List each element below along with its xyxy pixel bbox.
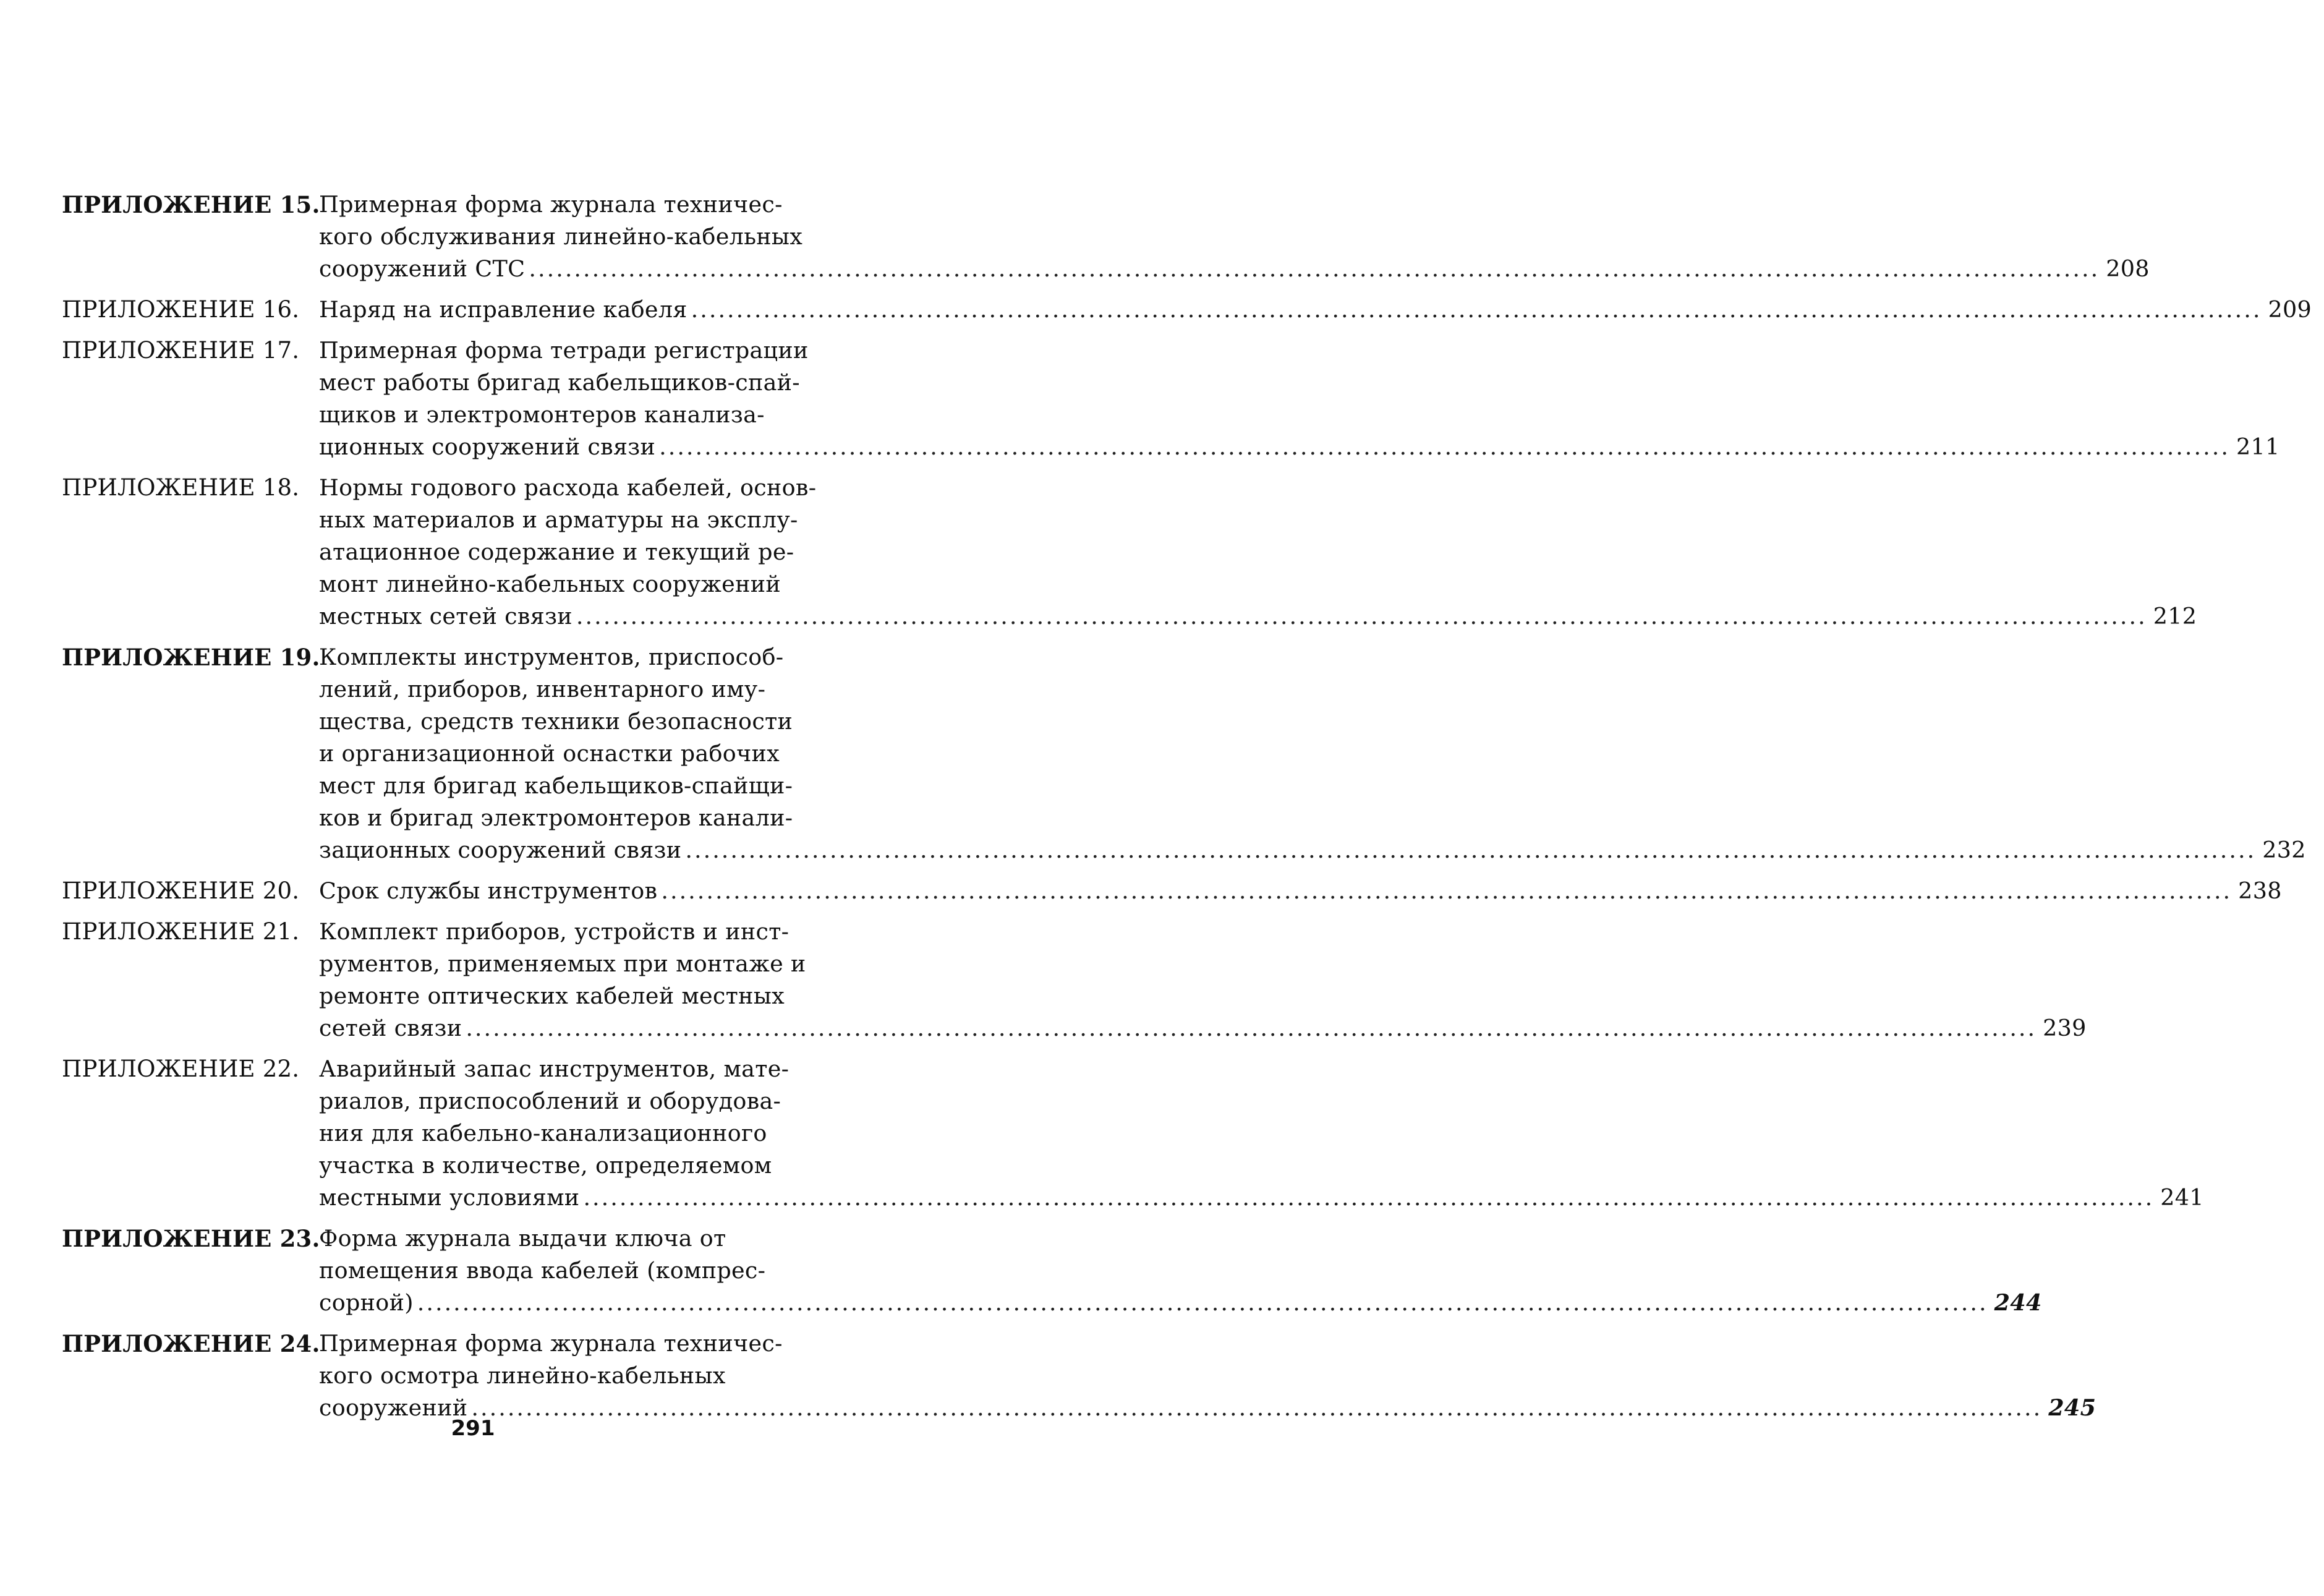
entry-label: ПРИЛОЖЕНИЕ 22. [62,1056,300,1082]
entry-line: риалов, приспособлений и оборудова- [319,1088,781,1114]
dot-leader [691,294,2262,326]
entry-content [315,189,2162,285]
entry-page-number: 232 [2262,837,2306,863]
entry-last-line [319,294,2324,326]
entry-line: Комплект приборов, устройств и инст- [319,918,790,945]
dot-leader [583,1182,2154,1214]
toc-entry-23 [62,1223,2042,1319]
page-footer-number: 291 [451,1416,495,1441]
entry-line: Комплекты инструментов, приспособ- [319,644,784,670]
entry-page-number: 239 [2043,1015,2087,1041]
toc-entry-16 [62,294,2312,326]
entry-content [315,335,2292,463]
entry-label: ПРИЛОЖЕНИЕ 15. [62,191,320,218]
entry-page-number: 238 [2238,877,2282,904]
entry-last-text: сорной) [319,1289,414,1316]
entry-content [315,916,2099,1044]
entry-line: мест для бригад кабельщиков-спайщи- [319,772,793,799]
entry-label: ПРИЛОЖЕНИЕ 23. [62,1225,320,1252]
toc-entry-18 [62,472,2197,633]
entry-line: ния для кабельно-канализационного [319,1120,767,1146]
entry-line: щиков и электромонтеров канализа- [319,401,765,428]
entry-last-text: сетей связи [319,1015,462,1041]
dot-leader [576,600,2147,633]
entry-last-text: местными условиями [319,1184,580,1211]
entry-line: Примерная форма тетради регистрации [319,337,809,364]
entry-last-line [319,1182,2216,1214]
entry-line: ков и бригад электромонтеров канали- [319,804,793,831]
entry-line: ремонте оптических кабелей местных [319,983,785,1009]
entry-line: Примерная форма журнала техничес- [319,191,783,218]
entry-label: ПРИЛОЖЕНИЕ 24. [62,1330,320,1357]
entry-line: Аварийный запас инструментов, мате- [319,1056,790,1082]
entry-content [315,1053,2216,1214]
toc-entry-19 [62,641,2306,866]
entry-line: мест работы бригад кабельщиков-спай- [319,369,800,396]
toc-entry-15 [62,189,2150,285]
entry-last-line [319,600,2209,633]
entry-last-text: Срок службы инструментов [319,877,658,904]
entry-page-number: 209 [2268,296,2312,323]
entry-content [315,294,2324,326]
entry-label: ПРИЛОЖЕНИЕ 18. [62,474,300,501]
entry-last-line [319,834,2318,866]
entry-line: Форма журнала выдачи ключа от [319,1225,726,1252]
entry-last-text: зационных сооружений связи [319,837,682,863]
entry-last-line [319,253,2162,285]
dot-leader [466,1012,2037,1044]
entry-label: ПРИЛОЖЕНИЕ 20. [62,877,300,904]
entry-page-number: 244 [1994,1289,2042,1316]
entry-line: и организационной оснастки рабочих [319,740,780,767]
entry-content [315,641,2318,866]
toc-entry-21 [62,916,2087,1044]
entry-label: ПРИЛОЖЕНИЕ 21. [62,918,300,945]
entry-page-number: 245 [2048,1394,2096,1421]
entry-line: Нормы годового расхода кабелей, основ- [319,474,817,501]
toc-entry-20 [62,875,2282,907]
entry-line: помещения ввода кабелей (компрес- [319,1257,766,1284]
entry-last-text: местных сетей связи [319,603,572,629]
entry-content [315,875,2294,907]
entry-last-text: сооружений СТС [319,255,526,282]
entry-line: кого обслуживания линейно-кабельных [319,223,803,250]
entry-line: участка в количестве, определяемом [319,1152,772,1179]
table-of-contents [62,189,2312,1433]
entry-line: кого осмотра линейно-кабельных [319,1362,726,1389]
entry-label: ПРИЛОЖЕНИЕ 17. [62,337,300,364]
entry-line: рументов, применяемых при монтаже и [319,950,806,977]
toc-entry-17 [62,335,2280,463]
entry-page-number: 241 [2160,1184,2204,1211]
dot-leader [417,1287,1988,1319]
entry-last-text: сооружений [319,1394,468,1421]
toc-entry-22 [62,1053,2204,1214]
dot-leader [659,431,2230,463]
entry-last-line [319,875,2294,907]
entry-label: ПРИЛОЖЕНИЕ 16. [62,296,300,323]
entry-line: атационное содержание и текущий ре- [319,539,794,565]
entry-line: Примерная форма журнала техничес- [319,1330,783,1357]
entry-line: лений, приборов, инвентарного иму- [319,676,766,702]
entry-content [315,472,2209,633]
toc-entry-24 [62,1328,2096,1424]
entry-page-number: 211 [2236,433,2280,460]
entry-line: ных материалов и арматуры на эксплу- [319,506,798,533]
entry-content [315,1223,2054,1319]
dot-leader [661,875,2232,907]
entry-label: ПРИЛОЖЕНИЕ 19. [62,644,320,671]
entry-page-number: 212 [2153,603,2197,629]
dot-leader [529,253,2100,285]
dot-leader [685,834,2256,866]
entry-page-number: 208 [2106,255,2150,282]
entry-last-text: Наряд на исправление кабеля [319,296,687,323]
entry-line: щества, средств техники безопасности [319,708,793,735]
entry-line: монт линейно-кабельных сооружений [319,571,781,597]
entry-last-text: ционных сооружений связи [319,433,656,460]
entry-last-line [319,1287,2054,1319]
entry-last-line [319,431,2292,463]
entry-content [315,1328,2108,1424]
entry-last-line [319,1012,2099,1044]
